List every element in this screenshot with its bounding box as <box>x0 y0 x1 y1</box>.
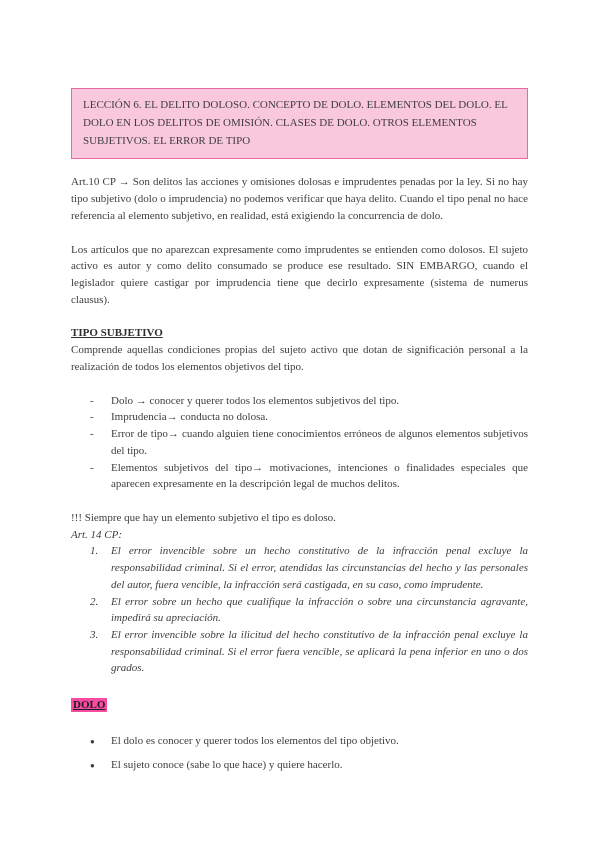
dash-marker: - <box>90 394 94 407</box>
dash-marker: - <box>90 428 94 441</box>
lesson-title-box <box>71 88 528 159</box>
numbered-item-3 <box>71 627 528 677</box>
list-item-elementos-subjetivos <box>71 460 528 493</box>
dash-marker: - <box>90 461 94 474</box>
section-heading-dolo: DOLO <box>73 699 106 712</box>
item-number: 2. <box>90 595 99 608</box>
tipo-subjetivo-intro: Comprende aquellas condiciones propias del sujeto activo que dotan de significación personal a la realización de todos los elementos objetivos del tipo. <box>71 344 528 373</box>
bullet-item-text: El sujeto conoce (sabe lo que hace) y quiere hacerlo. <box>111 758 343 771</box>
list-item-text: Elementos subjetivos del tipo→ motivaciones, intenciones o finalidades especiales que aparecen expresamente en la descripción legal de muchos delitos. <box>111 461 528 491</box>
item-number: 3. <box>90 628 99 641</box>
section-heading-tipo-subjetivo: TIPO SUBJETIVO <box>71 327 163 340</box>
list-item-dolo <box>71 393 528 410</box>
list-item-error-de-tipo <box>71 426 528 459</box>
numbered-item-1 <box>71 543 528 593</box>
art14-label: Art. 14 CP: <box>71 528 123 541</box>
lesson-title: LECCIÓN 6. EL DELITO DOLOSO. CONCEPTO DE DOLO. ELEMENTOS DEL DOLO. EL DOLO EN LOS DELITOS DE OMISIÓN. CLASES DE DOLO. OTROS ELEMENTOS SUBJETIVOS. EL ERROR DE TIPO <box>83 99 508 147</box>
bullet-marker: ● <box>90 736 95 746</box>
bullet-item-text: El dolo es conocer y querer todos los elementos del tipo objetivo. <box>111 734 399 747</box>
numbered-item-text: El error invencible sobre un hecho constitutivo de la infracción penal excluye la responsabilidad criminal. Si el error, atendidas las circunstancias del hecho y las personales del autor, fuera vencible, la infracción será castigada, en su caso, como imprudente. <box>111 545 528 591</box>
list-item-text: Dolo → conocer y querer todos los elementos subjetivos del tipo. <box>111 394 400 407</box>
section-dolo <box>71 697 528 714</box>
section-tipo-subjetivo <box>71 325 528 375</box>
numbered-item-text: El error sobre un hecho que cualifique la infracción o sobre una circunstancia agravante, impedirá su apreciación. <box>111 595 528 625</box>
bullet-item-sujeto-conoce <box>71 757 528 774</box>
tipo-subjetivo-dash-list <box>71 393 528 493</box>
dolo-bullet-list <box>71 733 528 774</box>
paragraph-art10: Art.10 CP → Son delitos las acciones y omisiones dolosas e imprudentes penadas por la ley. Si no hay tipo subjetivo (dolo o imprudencia) no podemos verificar que haya delito. Cuando el tipo penal no hace referencia al elemento subjetivo, en realidad, está exigiendo la concurrencia de dolo. <box>71 176 528 222</box>
note-siempre-doloso: !!! Siempre que hay un elemento subjetivo el tipo es doloso. <box>71 511 336 524</box>
bullet-item-conocer-querer <box>71 733 528 750</box>
bullet-marker: ● <box>90 760 95 770</box>
art14-numbered-list <box>71 543 528 677</box>
note-block <box>71 510 528 543</box>
dash-marker: - <box>90 411 94 424</box>
numbered-item-2 <box>71 594 528 627</box>
item-number: 1. <box>90 545 99 558</box>
paragraph-articulos-imprudentes: Los artículos que no aparezcan expresamente como imprudentes se entienden como dolosos. El sujeto activo es autor y como delito consumado se produce ese resultado. SIN EMBARGO, cuando el legislador quiere castigar por imprudencia tiene que decirlo expresamente (sistema de numerus clausus). <box>71 243 528 306</box>
list-item-text: Imprudencia→ conducta no dolosa. <box>111 411 269 424</box>
list-item-text: Error de tipo→ cuando alguien tiene conocimientos erróneos de algunos elementos subjetivos del tipo. <box>111 428 528 457</box>
list-item-imprudencia <box>71 409 528 426</box>
numbered-item-text: El error invencible sobre la ilicitud del hecho constitutivo de la infracción penal excluye la responsabilidad criminal. Si el error fuera vencible, se aplicará la pena inferior en uno o dos grados. <box>111 628 528 675</box>
